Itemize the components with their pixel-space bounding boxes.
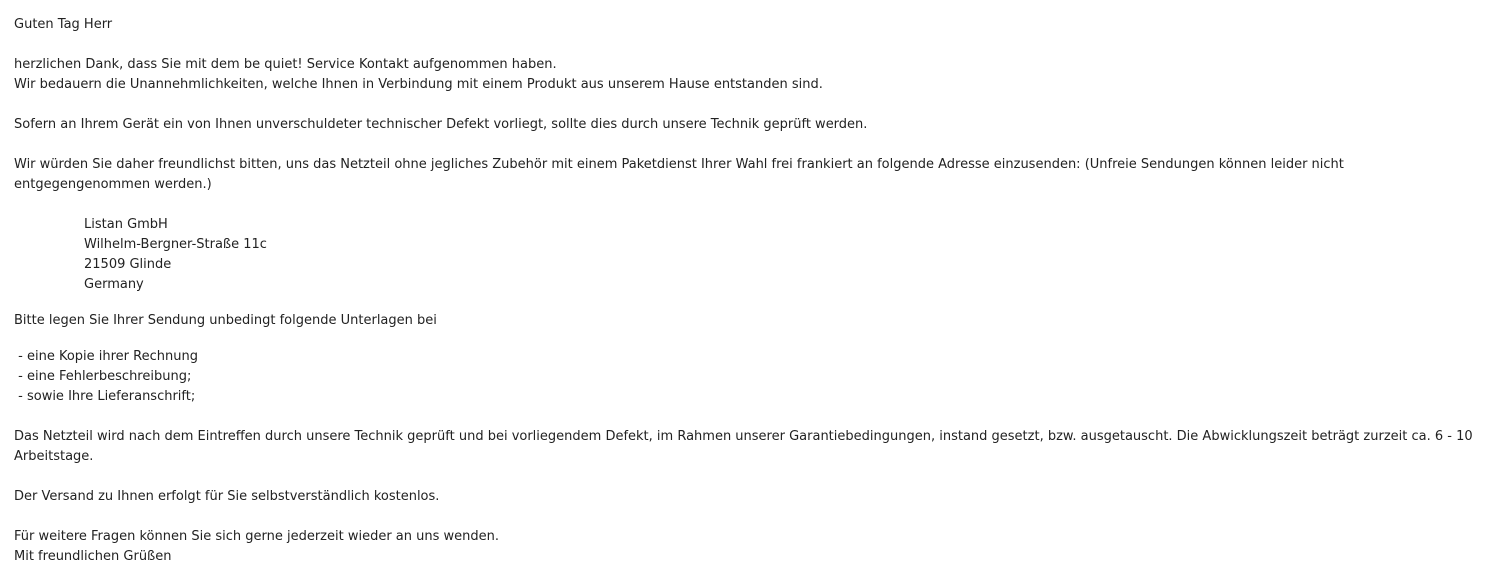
address-line: Germany (84, 277, 144, 292)
list-item: - sowie Ihre Lieferanschrift; (14, 389, 196, 404)
spacer (14, 467, 1476, 487)
process-paragraph: Das Netzteil wird nach dem Eintreffen durch unsere Technik geprüft und bei vorliegendem Defekt, im Rahmen unserer Garantiebedingungen, instand gesetzt, bzw. ausgetauscht. Die Abwicklungszeit beträgt zurzeit ca. 6 - 10 Arbeitstage. (14, 429, 1477, 464)
list-item: - eine Kopie ihrer Rechnung (14, 349, 198, 364)
spacer (14, 295, 1476, 311)
intro-line: Wir bedauern die Unannehmlichkeiten, welche Ihnen in Verbindung mit einem Produkt aus unserem Hause entstanden sind. (14, 77, 823, 92)
spacer (14, 135, 1476, 155)
address-line: 21509 Glinde (84, 257, 172, 272)
documents-list (14, 347, 1476, 407)
address-line: Listan GmbH (84, 217, 168, 232)
address-line: Wilhelm-Bergner-Straße 11c (84, 237, 267, 252)
return-address (14, 215, 1476, 295)
spacer (14, 407, 1476, 427)
closing-line: Für weitere Fragen können Sie sich gerne jederzeit wieder an uns wenden. (14, 529, 500, 544)
shipping-paragraph: Der Versand zu Ihnen erfolgt für Sie selbstverständlich kostenlos. (14, 489, 440, 504)
greeting: Guten Tag Herr (14, 17, 113, 32)
spacer (14, 195, 1476, 215)
spacer (14, 331, 1476, 347)
spacer (14, 507, 1476, 527)
intro-line: herzlichen Dank, dass Sie mit dem be quiet! Service Kontakt aufgenommen haben. (14, 57, 557, 72)
request-paragraph: Wir würden Sie daher freundlichst bitten, uns das Netzteil ohne jegliches Zubehör mit einem Paketdienst Ihrer Wahl frei frankiert an folgende Adresse einzusenden: (Unfreie Sendungen können leider nicht entgegengenommen werden.) (14, 157, 1349, 192)
defect-paragraph: Sofern an Ihrem Gerät ein von Ihnen unverschuldeter technischer Defekt vorliegt, sollte dies durch unsere Technik geprüft werden. (14, 117, 868, 132)
list-item: - eine Fehlerbeschreibung; (14, 369, 192, 384)
documents-intro: Bitte legen Sie Ihrer Sendung unbedingt folgende Unterlagen bei (14, 313, 437, 328)
email-body (14, 15, 1476, 567)
spacer (14, 35, 1476, 55)
closing-line: Mit freundlichen Grüßen (14, 549, 172, 564)
spacer (14, 95, 1476, 115)
